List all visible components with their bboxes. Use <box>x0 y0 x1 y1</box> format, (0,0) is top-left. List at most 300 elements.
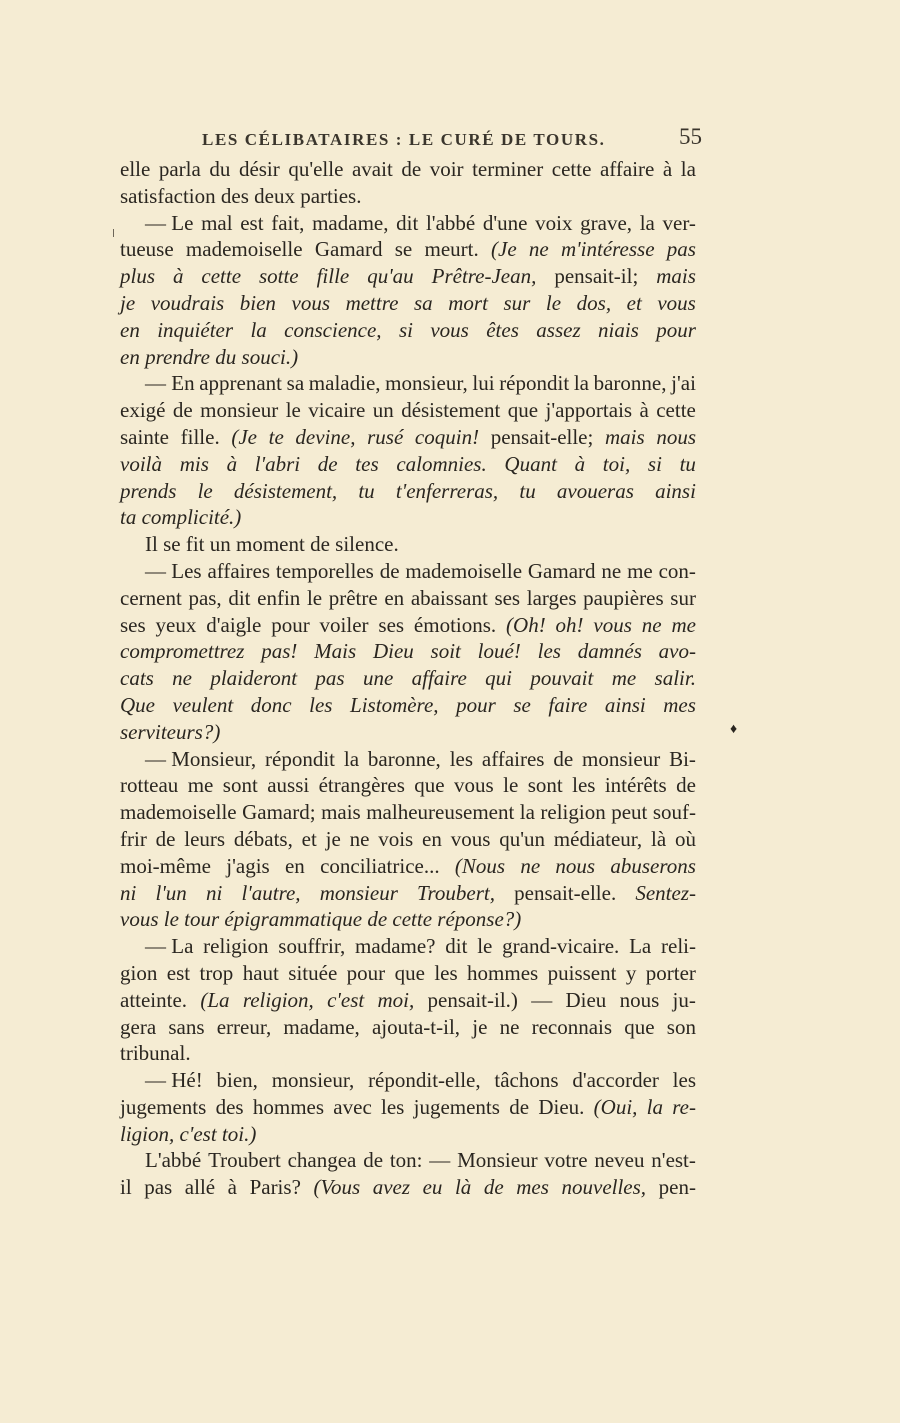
word: votre <box>544 1148 588 1173</box>
word: avo- <box>658 639 696 664</box>
word: pas <box>666 237 696 262</box>
word: pen- <box>658 1175 696 1200</box>
word: temporelles <box>275 558 374 583</box>
word: baronne, <box>593 371 667 396</box>
word: monsieur <box>319 880 398 905</box>
running-title: LES CÉLIBATAIRES : LE CURÉ DE TOURS. <box>202 130 606 149</box>
word: grave, <box>580 210 633 235</box>
word: me <box>611 666 637 691</box>
word: je <box>472 1014 488 1039</box>
word: le <box>285 398 301 423</box>
text-line <box>120 290 696 317</box>
word: fait, <box>271 210 305 235</box>
word: de <box>155 826 176 851</box>
word: mis <box>179 451 209 476</box>
word: j'apportais <box>545 398 633 423</box>
word: Gamard; <box>242 800 316 825</box>
text-line <box>120 638 696 665</box>
word: soit <box>430 639 461 664</box>
word: sa <box>286 371 305 396</box>
word: c'est <box>327 987 365 1012</box>
word: Prêtre-Jean, <box>431 264 537 289</box>
word: sa <box>414 290 433 315</box>
text-line <box>120 558 696 585</box>
word: bien <box>239 290 276 315</box>
word: frir <box>120 826 147 851</box>
word: qui <box>485 666 513 691</box>
word: des <box>220 183 249 208</box>
word: mademoiselle <box>185 237 303 262</box>
word: (Vous <box>313 1175 361 1200</box>
word: ligion, <box>120 1121 175 1146</box>
text-line <box>120 397 696 424</box>
word: allé <box>184 1175 216 1200</box>
word: — En <box>145 371 195 396</box>
word: — Les <box>145 558 202 583</box>
word: mademoiselle <box>405 558 523 583</box>
word: monsieur <box>200 398 279 423</box>
word: de <box>363 1148 384 1173</box>
word: le <box>477 934 493 959</box>
word: la <box>343 746 360 771</box>
word: Dieu. <box>538 1094 585 1119</box>
word: mais <box>656 264 696 289</box>
word: vous <box>430 317 469 342</box>
word: eu <box>422 1175 443 1200</box>
word: Listomère, <box>350 692 439 717</box>
word: donc <box>250 692 292 717</box>
word: terminer <box>472 157 544 181</box>
word: là <box>454 1175 472 1200</box>
word: satisfaction <box>120 183 216 208</box>
word: religion <box>540 800 606 825</box>
text-line <box>120 1147 696 1174</box>
word: que <box>507 398 539 423</box>
word: si <box>398 317 413 342</box>
word: réponse?) <box>437 907 522 932</box>
word: le <box>503 773 519 798</box>
body-text <box>120 156 696 1201</box>
word: paupières <box>583 585 664 610</box>
word: ne <box>641 612 662 637</box>
word: une <box>362 666 394 691</box>
text-line <box>120 1174 696 1201</box>
word: rotteau <box>120 773 179 798</box>
word: à <box>639 398 649 423</box>
word: le <box>197 478 213 503</box>
word: affaire <box>411 666 467 691</box>
word: abuserons <box>610 853 696 878</box>
word: vicaire <box>308 398 366 423</box>
word: sont <box>222 773 258 798</box>
word: de <box>401 157 422 181</box>
word: étrangères <box>318 773 405 798</box>
word: gion <box>120 960 158 985</box>
word: voilà <box>120 451 162 476</box>
word: mais <box>321 800 361 825</box>
word: mademoiselle <box>120 800 237 825</box>
word: j'ai <box>671 371 696 396</box>
word: se <box>394 237 413 262</box>
word: la <box>573 371 589 396</box>
word: à <box>662 157 673 181</box>
word: t'enferreras, <box>395 478 499 503</box>
word: j'agis <box>226 853 270 878</box>
word: (Nous <box>454 853 506 878</box>
word: yeux <box>155 612 197 637</box>
word: inquiéter <box>157 317 234 342</box>
word: trop <box>199 960 234 985</box>
word: oh! <box>555 612 584 637</box>
word: qu'au <box>367 264 414 289</box>
word: gera <box>120 1014 157 1039</box>
word: vous <box>291 290 330 315</box>
text-line <box>120 1014 696 1041</box>
word: se <box>513 692 531 717</box>
word: de <box>379 558 400 583</box>
word: atteinte. <box>120 987 188 1012</box>
word: damnés <box>577 639 642 664</box>
word: pensait-elle; <box>490 424 594 449</box>
text-line <box>120 370 696 397</box>
page-number: 55 <box>679 124 702 149</box>
word: moi, <box>377 987 415 1012</box>
word: Troubert <box>208 1148 281 1173</box>
text-line <box>120 692 696 719</box>
word: fit <box>185 532 205 557</box>
word: désir <box>238 157 280 181</box>
word: répondit-elle, <box>368 1068 481 1093</box>
word: maladie, <box>308 371 381 396</box>
text-line <box>120 504 696 531</box>
word: me <box>671 612 696 637</box>
word: que <box>624 1014 655 1039</box>
word: — Hé! <box>145 1068 203 1093</box>
word: fille. <box>180 424 220 449</box>
word: l'un <box>155 880 187 905</box>
word: mes <box>516 1175 549 1200</box>
text-line <box>120 933 696 960</box>
word: prêtre <box>328 585 378 610</box>
word: monsieur <box>582 746 661 771</box>
word: vous <box>454 773 494 798</box>
word: d'accorder <box>572 1068 659 1093</box>
word: médiateur, <box>553 826 643 851</box>
word: ju- <box>672 987 696 1012</box>
word: il <box>120 1175 132 1200</box>
word: complicité.) <box>141 505 242 530</box>
word: (Oh! <box>506 612 546 637</box>
word: située <box>288 960 338 985</box>
word: dit <box>228 585 251 610</box>
text-line <box>120 478 696 505</box>
word: vous <box>450 826 491 851</box>
word: mettre <box>345 290 399 315</box>
word: tribunal. <box>120 1041 191 1066</box>
word: me <box>627 558 653 583</box>
word: Gamard <box>314 237 383 262</box>
word: en <box>422 826 442 851</box>
word: débats, <box>233 826 293 851</box>
word: dit <box>445 934 468 959</box>
word: hommes <box>252 1094 325 1119</box>
word: en <box>384 585 405 610</box>
word: Quant <box>504 451 557 476</box>
word: la <box>680 157 696 181</box>
word: Dieu <box>372 639 414 664</box>
word: pensait-il.) <box>427 987 518 1012</box>
word: voir <box>429 157 464 181</box>
word: deux <box>254 183 295 208</box>
word: le <box>545 290 562 315</box>
word: à <box>172 264 184 289</box>
word: son <box>666 1014 696 1039</box>
word: cette <box>201 264 242 289</box>
word: cette <box>551 157 592 181</box>
word: Monsieur <box>457 1148 538 1173</box>
word: les <box>572 773 596 798</box>
word: êtes <box>486 317 519 342</box>
word: à <box>226 451 238 476</box>
word: nous <box>555 853 596 878</box>
word: conciliatrice... <box>320 853 440 878</box>
word: le <box>306 585 323 610</box>
word: mort <box>448 290 488 315</box>
word: désistement <box>401 398 501 423</box>
word: toi, <box>602 451 631 476</box>
word: d'aigle <box>206 612 262 637</box>
text-line <box>120 585 696 612</box>
word: à <box>574 451 586 476</box>
word: de <box>172 398 193 423</box>
word: coquin! <box>414 424 480 449</box>
word: — La <box>145 934 194 959</box>
word: pour <box>456 692 496 717</box>
word: de <box>310 532 330 557</box>
text-line <box>120 987 696 1014</box>
word: n'est- <box>651 1148 696 1173</box>
word: les <box>537 639 561 664</box>
word: répondit <box>265 746 336 771</box>
word: épigrammatique <box>224 907 363 932</box>
word: veulent <box>172 692 234 717</box>
text-line <box>120 1040 696 1067</box>
word: sainte <box>120 424 169 449</box>
word: que <box>394 960 425 985</box>
word: c'est <box>179 1121 217 1146</box>
word: jugements <box>413 1094 500 1119</box>
word: du <box>215 344 237 369</box>
word: sur <box>670 585 696 610</box>
text-line <box>120 531 696 558</box>
word: tour <box>184 907 220 932</box>
text-line <box>120 1121 696 1148</box>
word: Bi- <box>669 746 696 771</box>
word: des <box>215 1094 244 1119</box>
word: moment <box>236 532 305 557</box>
word: religion, <box>242 987 314 1012</box>
word: lui <box>472 371 495 396</box>
word: est <box>166 960 191 985</box>
text-line <box>120 317 696 344</box>
word: me <box>187 773 214 798</box>
word: de <box>676 773 696 798</box>
word: devine, <box>295 424 356 449</box>
word: — Monsieur, <box>145 746 257 771</box>
word: voiler <box>319 612 369 637</box>
word: hommes <box>467 960 539 985</box>
word: ni <box>205 880 223 905</box>
word: mes <box>663 692 696 717</box>
text-line <box>120 263 696 290</box>
word: et <box>301 826 317 851</box>
word: sans <box>168 1014 205 1039</box>
word: la <box>250 317 267 342</box>
word: — <box>531 987 553 1012</box>
word: se <box>163 532 181 557</box>
word: elle <box>120 157 151 181</box>
text-line <box>120 183 696 210</box>
text-line <box>120 451 696 478</box>
word: de <box>317 451 338 476</box>
word: grand-vicaire. <box>502 934 620 959</box>
word: bien, <box>216 1068 258 1093</box>
word: affaires <box>207 558 271 583</box>
word: ainsi <box>655 478 696 503</box>
word: ni <box>120 880 137 905</box>
word: pour <box>656 317 696 342</box>
word: faire <box>548 692 588 717</box>
word: à <box>227 1175 237 1200</box>
word: pouvait <box>530 666 594 691</box>
word: Sentez- <box>635 880 696 905</box>
word: fille <box>316 264 350 289</box>
text-line <box>120 826 696 853</box>
word: loué! <box>477 639 521 664</box>
text-line <box>120 719 696 746</box>
word: est <box>240 210 264 235</box>
text-line <box>120 156 696 183</box>
word: porter <box>645 960 696 985</box>
word: La <box>629 934 652 959</box>
word: toi.) <box>221 1121 257 1146</box>
word: répondit <box>499 371 570 396</box>
word: en <box>284 853 305 878</box>
word: ton: <box>389 1148 423 1173</box>
word: nous <box>619 987 660 1012</box>
text-line <box>120 424 696 451</box>
word: Dieu <box>565 987 607 1012</box>
word: que <box>414 773 445 798</box>
word: la <box>646 1094 664 1119</box>
text-line <box>120 880 696 907</box>
word: pas, <box>188 585 222 610</box>
printer-tick-mark <box>113 229 114 237</box>
text-line <box>120 799 696 826</box>
word: désistement, <box>233 478 338 503</box>
word: ajouta-t-il, <box>371 1014 461 1039</box>
word: monsieur, <box>271 1068 355 1093</box>
text-line <box>120 1094 696 1121</box>
word: sur <box>503 290 531 315</box>
word: baronne, <box>367 746 441 771</box>
word: ne <box>172 666 192 691</box>
word: d'une <box>482 210 528 235</box>
word: m'intéresse <box>561 237 655 262</box>
word: cats <box>120 666 154 691</box>
word: tueuse <box>120 237 174 262</box>
word: tu <box>519 478 536 503</box>
word: je <box>120 290 136 315</box>
word: les <box>434 960 458 985</box>
word: les <box>381 1094 405 1119</box>
word: aussi <box>267 773 310 798</box>
word: pour <box>271 612 310 637</box>
word: dos, <box>576 290 612 315</box>
word: Il <box>145 532 158 557</box>
word: L'abbé <box>145 1148 202 1173</box>
word: plaideront <box>210 666 298 691</box>
margin-mark: ♦ <box>730 722 738 737</box>
word: qu'un <box>499 826 545 851</box>
word: affaire <box>599 157 655 181</box>
word: tâchons <box>494 1068 559 1093</box>
word: si <box>647 451 662 476</box>
text-line <box>120 853 696 880</box>
word: salir. <box>654 666 696 691</box>
word: re- <box>672 1094 696 1119</box>
word: cette <box>392 907 433 932</box>
word: voudrais <box>150 290 225 315</box>
word: compromettrez <box>120 639 245 664</box>
word: pensait-il; <box>554 264 639 289</box>
word: ne <box>349 826 370 851</box>
word: avait <box>351 157 393 181</box>
word: un <box>372 398 394 423</box>
word: pensait-elle. <box>514 880 617 905</box>
word: te <box>268 424 284 449</box>
word: émotions. <box>413 612 497 637</box>
word: prends <box>120 478 177 503</box>
word: souffrir, <box>278 934 346 959</box>
word: affaires <box>481 746 545 771</box>
word: tu <box>358 478 375 503</box>
word: exigé <box>120 398 166 423</box>
word: rusé <box>367 424 404 449</box>
text-line <box>120 665 696 692</box>
word: les <box>672 1068 696 1093</box>
word: Gamard <box>527 558 596 583</box>
word: enfin <box>257 585 301 610</box>
word: ta <box>120 505 137 530</box>
text-line <box>120 1067 696 1094</box>
word: les <box>449 746 474 771</box>
word: l'abri <box>254 451 301 476</box>
word: ainsi <box>604 692 646 717</box>
word: meurt. <box>424 237 479 262</box>
word: là <box>650 826 667 851</box>
page-header <box>202 124 702 154</box>
word: en <box>120 344 140 369</box>
word: niais <box>598 317 639 342</box>
word: sont <box>527 773 563 798</box>
word: pas <box>144 1175 173 1200</box>
text-line <box>120 210 696 237</box>
word: changea <box>287 1148 357 1173</box>
word: calomnies. <box>396 451 487 476</box>
word: puissent <box>547 960 617 985</box>
word: en <box>120 317 140 342</box>
